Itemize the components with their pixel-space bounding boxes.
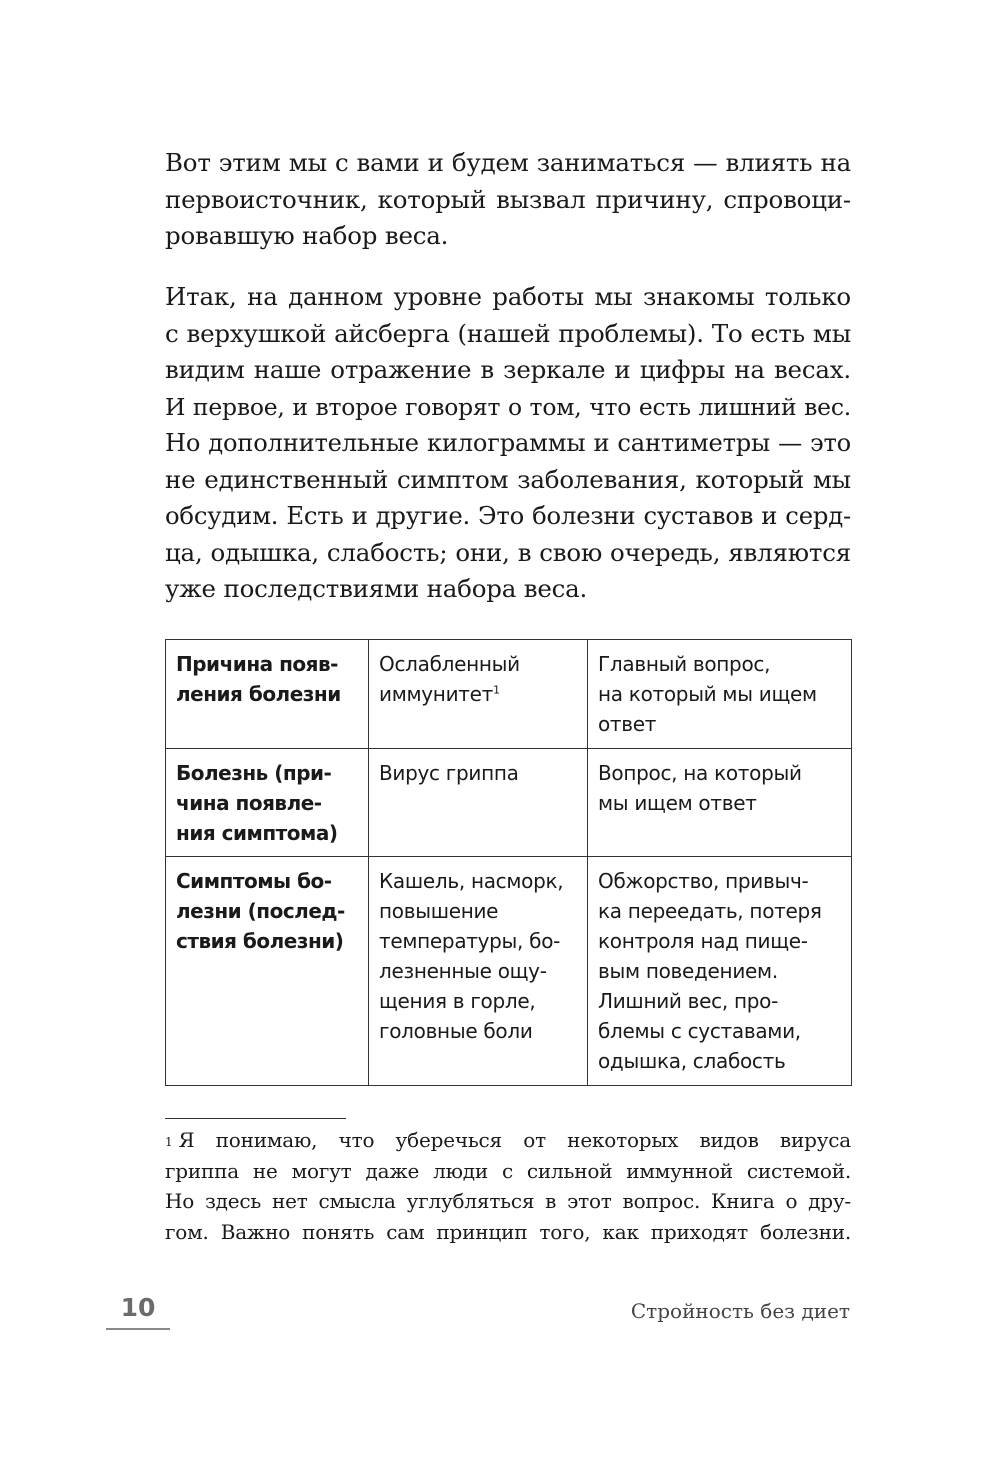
table-row [166, 640, 852, 749]
text-line: И первое, и второе говорят о том, что есть лишний вес. [165, 392, 851, 421]
page-number: 10 [106, 1294, 170, 1330]
cell-line: Кашель, насморк, [379, 869, 564, 893]
cell-text: иммунитет [379, 682, 493, 706]
cell-line: ления болезни [176, 682, 341, 706]
cell-line: Болезнь (при- [176, 761, 332, 785]
row-header-cell [166, 640, 369, 749]
cell-line: температуры, бо- [379, 929, 561, 953]
footnote-reference[interactable]: 1 [493, 683, 500, 697]
table-row [166, 749, 852, 857]
running-title: Стройность без диет [630, 1299, 850, 1323]
text-line: не единственный симптом заболевания, который мы [165, 464, 851, 494]
table-cell [588, 640, 852, 749]
footnote [165, 1125, 851, 1247]
footnote-line [165, 1125, 851, 1156]
text-line: ца, одышка, слабость; они, в свою очередь, являются [165, 537, 851, 567]
cell-line: ответ [598, 712, 657, 736]
row-header-cell [166, 857, 369, 1086]
text-line: с верхушкой айсберга (нашей проблемы). То есть мы [165, 318, 851, 348]
text-line: Но дополнительные килограммы и сантиметры — это [165, 429, 851, 457]
footnote-line: Но здесь нет смысла углубляться в этот вопрос. Книга о дру- [165, 1189, 851, 1213]
cell-line: лезни (послед- [176, 899, 345, 923]
cell-line: ствия болезни) [176, 929, 344, 953]
cell-line: щения в горле, [379, 989, 536, 1013]
footnote-text: Я понимаю, что уберечься от некоторых видов вируса [178, 1128, 851, 1152]
cause-symptom-table [165, 639, 852, 1086]
paragraph-intro [165, 145, 851, 255]
text-line: ровавшую набор веса. [165, 221, 449, 250]
cell-line: на который мы ищем [598, 682, 817, 706]
cell-line: головные боли [379, 1019, 533, 1043]
cell-line: мы ищем ответ [598, 791, 757, 815]
table-cell [369, 640, 588, 749]
cell-line: Вирус гриппа [379, 761, 519, 785]
text-line: видим наше отражение в зеркале и цифры на весах. [165, 355, 851, 384]
cell-line: Обжорство, привыч- [598, 869, 809, 893]
cell-line [379, 679, 577, 709]
footnote-line: гриппа не могут даже люди с сильной иммунной системой. [165, 1158, 851, 1183]
cell-line: ка переедать, потеря [598, 899, 822, 923]
text-line: Итак, на данном уровне работы мы знакомы только [165, 282, 851, 311]
paragraph-iceberg [165, 279, 851, 608]
cell-line: Вопрос, на который [598, 761, 802, 785]
cell-line: блемы с суставами, [598, 1019, 801, 1043]
cell-line: Причина появ- [176, 652, 338, 676]
text-line: Вот этим мы с вами и будем заниматься — влиять на [165, 148, 851, 177]
cell-line: Ослабленный [379, 652, 520, 676]
table-cell [588, 857, 852, 1086]
cell-line: Симптомы бо- [176, 869, 332, 893]
footnote-line: гом. Важно понять сам принцип того, как приходят болезни. [165, 1219, 851, 1244]
cell-line: лезненные ощу- [379, 959, 547, 983]
row-header-cell [166, 749, 369, 857]
text-line: обсудим. Есть и другие. Это болезни суставов и серд- [165, 501, 851, 530]
footnote-divider [165, 1118, 346, 1119]
cell-line: чина появле- [176, 791, 322, 815]
table-cell [588, 749, 852, 857]
cell-line: повышение [379, 899, 499, 923]
cell-line: Главный вопрос, [598, 652, 771, 676]
footnote-marker: 1 [165, 1135, 173, 1149]
cell-line: контроля над пище- [598, 929, 808, 953]
text-line: уже последствиями набора веса. [165, 574, 588, 603]
text-line: первоисточник, который вызвал причину, спровоци- [165, 184, 851, 214]
table-row [166, 857, 852, 1086]
table-cell [369, 857, 588, 1086]
cell-line: Лишний вес, про- [598, 989, 778, 1013]
cell-line: ния симптома) [176, 821, 338, 845]
table-cell [369, 749, 588, 857]
cell-line: вым поведением. [598, 959, 778, 983]
cell-line: одышка, слабость [598, 1049, 786, 1073]
